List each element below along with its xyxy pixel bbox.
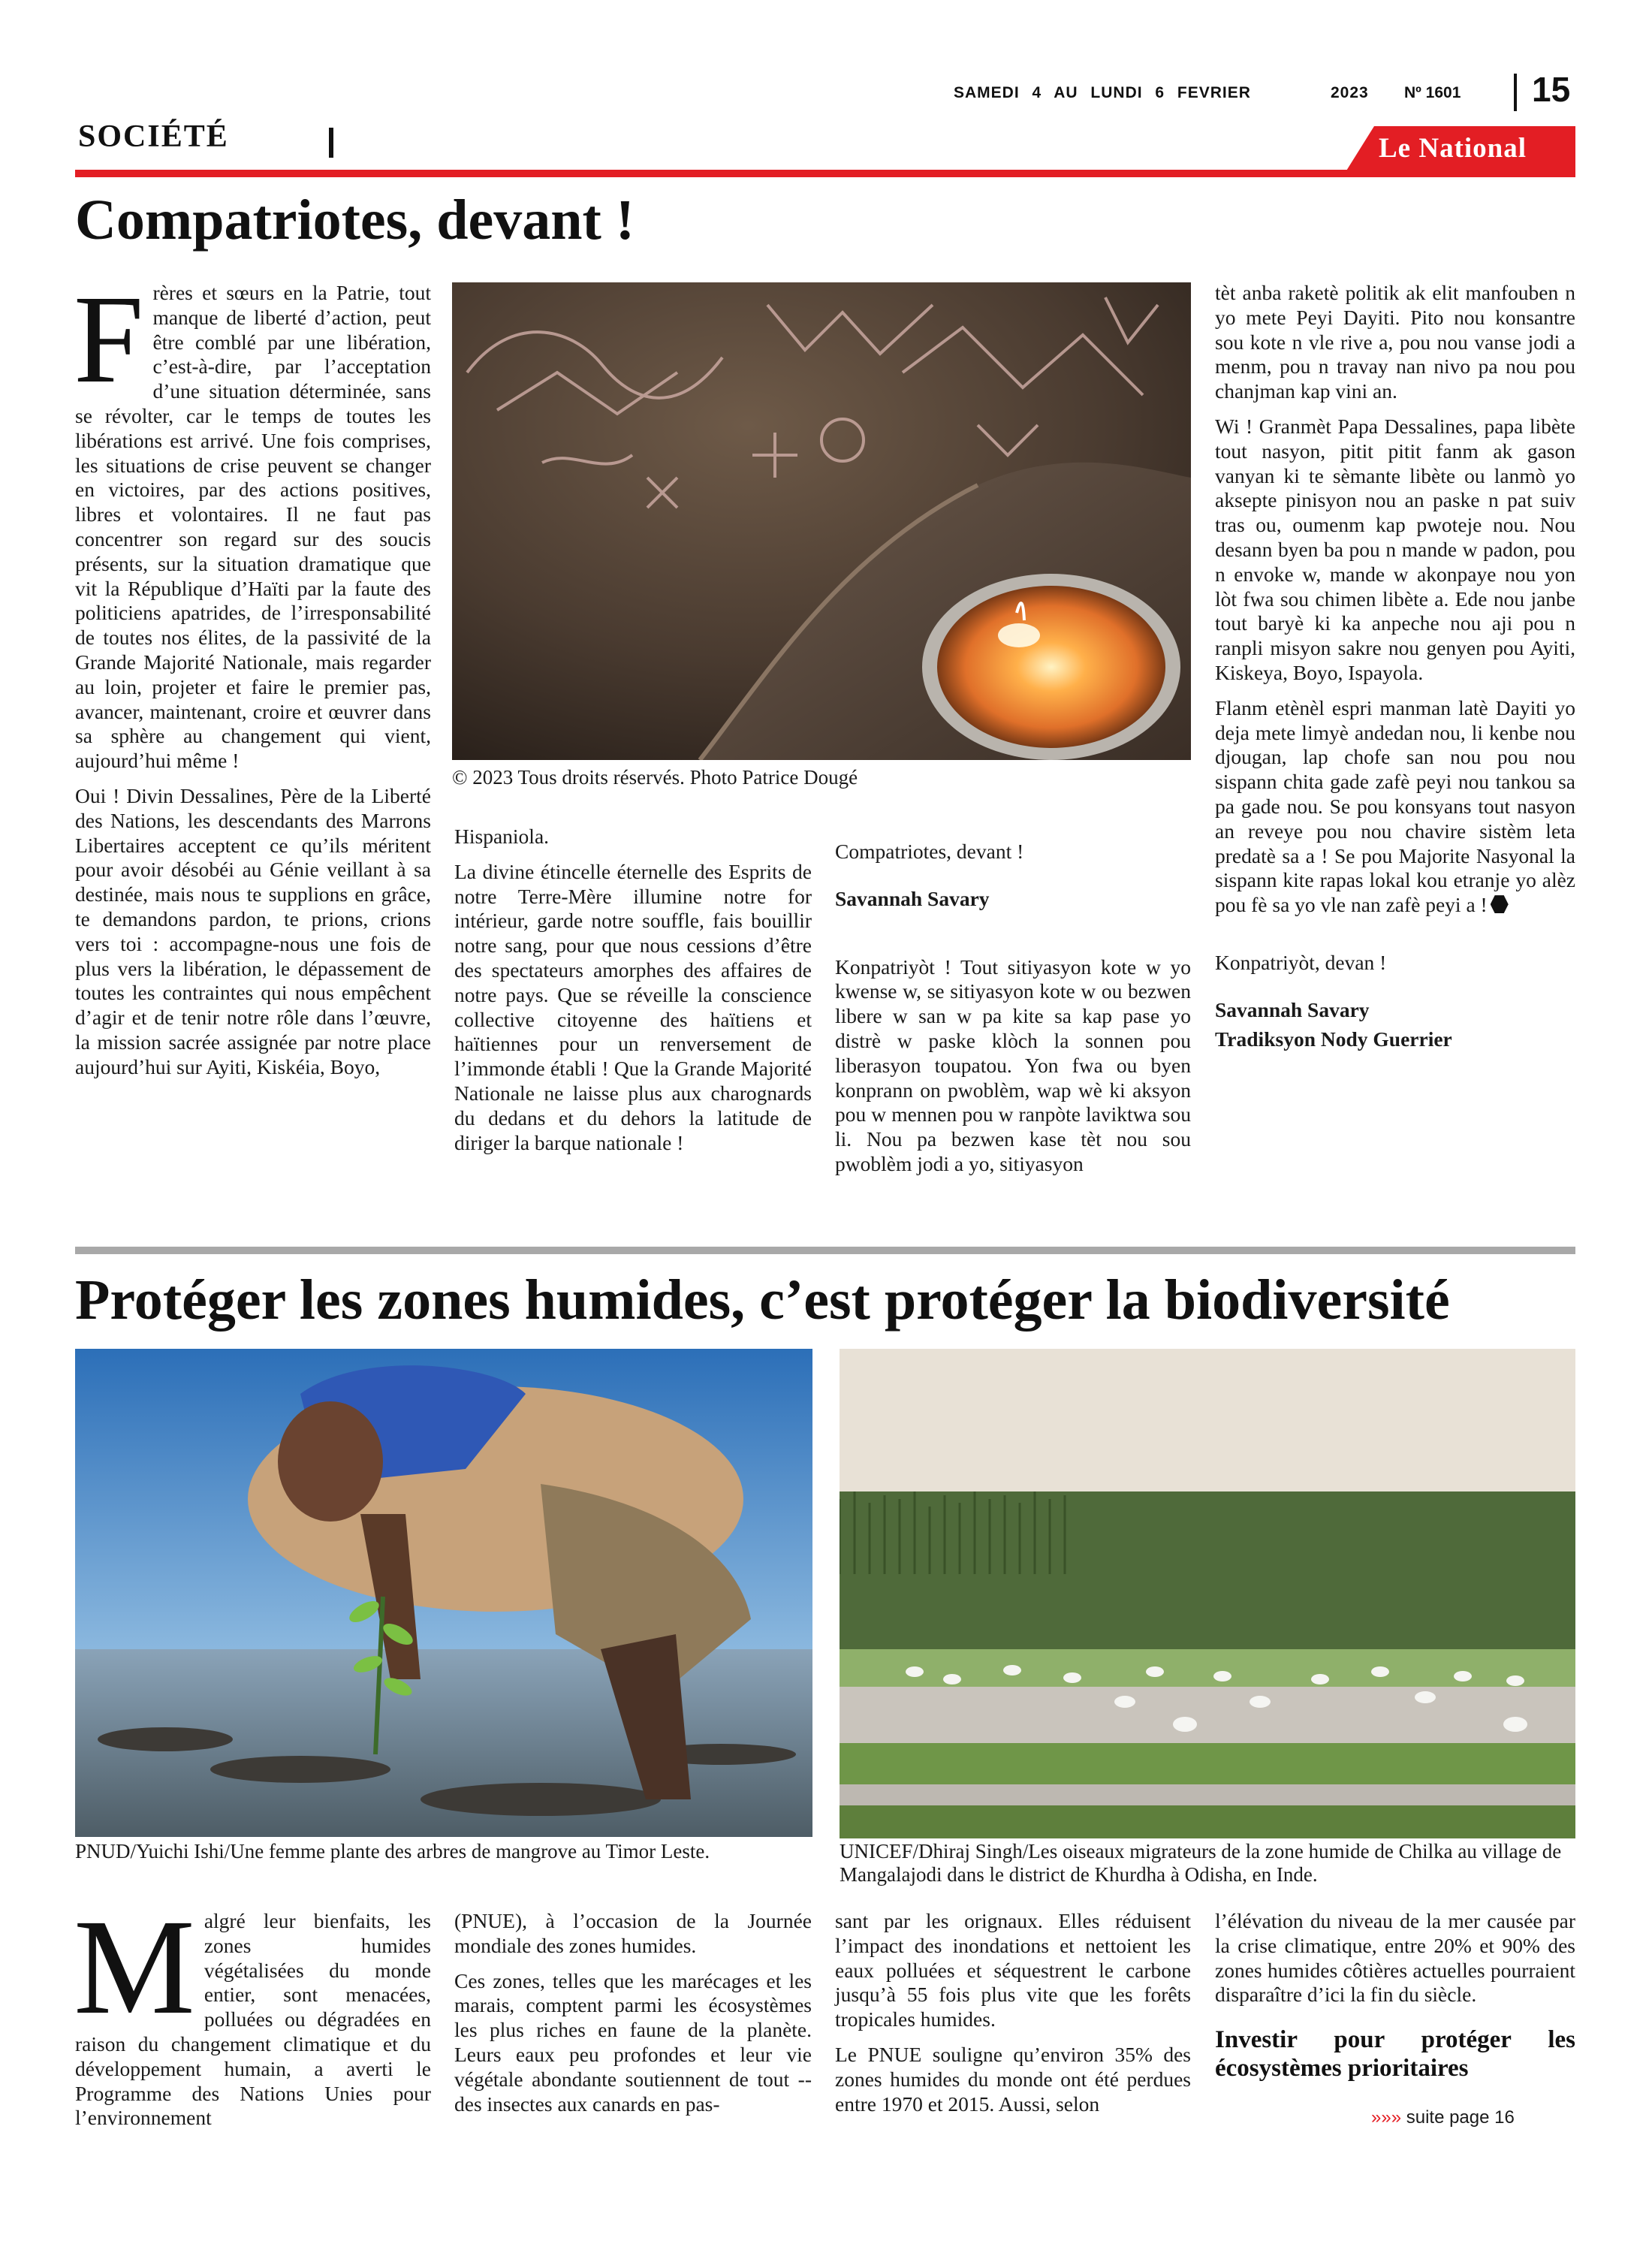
article1-column-1 bbox=[74, 270, 431, 1080]
article2-column-1 bbox=[74, 1892, 431, 2131]
article1-column-2 bbox=[454, 825, 812, 1155]
paragraph: Wi ! Granmèt Papa Dessalines, papa libète tout nasyon, pitit pitit fanm ak gason vanyan ki te sèmante libète ou lanmò yo aksepte pinisyon nou an paske n pat suiv tras ou, oumenm kap pwoteje nou. Nou desann byen ba pou n mande w padon, pou n envoke w, mande w akonpaye nou yon lòt fwa sou chimen libète a. Ede nou janbe tout baryè ki ka anpeche nou aji pou n ranpli misyon sakre nou genyen pou Ayiti, Kiskeya, Boyo, Ispayola. bbox=[1215, 414, 1575, 684]
photo-caption: UNICEF/Dhiraj Singh/Les oiseaux migrateurs de la zone humide de Chilka au village de Mangalajodi dans le district de Khurdha à Odisha, en Inde. bbox=[840, 1840, 1562, 1886]
author-name: Savannah Savary bbox=[835, 886, 990, 910]
continued-label: suite page bbox=[1406, 2107, 1490, 2128]
author-name: Savannah Savary bbox=[1215, 997, 1370, 1021]
paragraph: tèt anba raketè politik ak elit manfouben n yo mete Peyi Dayiti. Pito nou konsantre sou kote n vle rive a, pou nou vanse jodi a menm, pou n travay nan nivo pa nou pou chanjman kap vini an. bbox=[1215, 281, 1575, 403]
candle-photo bbox=[452, 282, 1191, 760]
paragraph: La divine étincelle éternelle des Esprits de notre Terre-Mère illumine notre for intérieur, garde notre souffle, fais bouillir notre sang, pour que nous cessions d’être des spectateurs amorphes des affaires de notre pays. Que se réveille la conscience collective citoyenne des haïtiens et haïtiennes pour un renversement de l’immonde établi ! Que la Grande Majorité Nationale ne laisse plus aux charognards du dedans et du dehors la latitude de diriger la barque nationale ! bbox=[454, 859, 812, 1154]
paragraph: Hispaniola. bbox=[454, 825, 550, 848]
paragraph: Konpatriyòt, devan ! bbox=[1215, 950, 1387, 974]
mangrove-planting-photo-icon bbox=[75, 1349, 812, 1837]
wetland-birds-photo-icon bbox=[840, 1349, 1575, 1838]
article1-title: Compatriotes, devant ! bbox=[75, 189, 635, 252]
article2-title: Protéger les zones humides, c’est protéger la biodiversité bbox=[75, 1268, 1450, 1332]
dropcap: F bbox=[74, 270, 144, 409]
paragraph: Ces zones, telles que les marécages et les marais, comptent parmi les écosystèmes les plus riches en faune de la planète. Leurs eaux peu profondes et leur vie végétale abondante soutiennent de tout -- des insectes aux canards en pas- bbox=[454, 1968, 812, 2116]
subheading: Investir pour protéger les écosystèmes prioritaires bbox=[1215, 2026, 1575, 2083]
translator-name: Tradiksyon Nody Guerrier bbox=[1215, 1027, 1452, 1051]
paragraph: rères et sœurs en la Patrie, tout manque de liberté d’action, peut être comblé par une libération, c’est-à-dire, par l’acceptation d’une situation déterminée, sans se révolter, car le temps de toutes les libérations est arrivé. Une fois comprises, les situations de crise peuvent se changer en victoires, par des actions positives, libres et volontaires. Il ne faut pas concentrer son regard sur des soucis présents, sur la situation dramatique que vit la République d’Haïti par la faute des politiciens apatrides, de l’irresponsabilité de toutes nos élites, de la passivité de la Grande Majorité Nationale, mais regarder au loin, projeter et faire le premier pas, avancer, maintenant, croire et œuvrer dans sa sphère au changement qui vient, aujourd’hui même ! bbox=[75, 281, 431, 773]
paragraph: l’élévation du niveau de la mer causée par la crise climatique, entre 20% et 90% des zones humides côtières actuelles pourraient disparaître d’ici la fin du siècle. bbox=[1215, 1909, 1575, 2007]
section-divider bbox=[329, 128, 333, 158]
article-separator bbox=[75, 1247, 1575, 1254]
paragraph: Flanm etènèl espri manman latè Dayiti yo deja mete limyè andedan nou, li kenbe nou djougan, lap chofe san nou pou nou sispann chita gade zafè peyi nou tankou sa pa gade nou. Se pou konsyans tout nasyon an reveye pou nou chavire sistèm leta predatè sa a ! Se pou Majorite Nasyonal la sispann kite rapas lokal kou etranje yo alèz pou fè sa yo vle nan zafè peyi a ! bbox=[1215, 695, 1575, 917]
continue-arrows-icon: »»» bbox=[1371, 2107, 1402, 2128]
continued-page: 16 bbox=[1494, 2107, 1515, 2128]
end-mark-icon bbox=[1491, 895, 1509, 913]
mangrove-planting-photo bbox=[75, 1349, 812, 1837]
wetland-birds-photo bbox=[840, 1349, 1575, 1838]
paragraph: Le PNUE souligne qu’environ 35% des zones humides du monde ont été perdues entre 1970 et 2015. Aussi, selon bbox=[835, 2042, 1191, 2116]
article2-column-2 bbox=[454, 1909, 812, 2116]
issue-date: SAMEDI 4 AU LUNDI 6 FEVRIER bbox=[954, 84, 1251, 101]
paragraph: Konpatriyòt ! Tout sitiyasyon kote w yo kwense w, se sitiyasyon kote w ou bezwen libere w san w pa kite sa kap pase yo distrè w paske klòch la sonnen pou liberasyon toupatou. Yon fwa ou byen konprann on pwoblèm, wap wè ki aksyon pou w mennen pou w ranpòte laviktwa sou li. Nou pa bezwen kase tèt nou sou pwoblèm jodi a yo, sitiyasyon bbox=[835, 955, 1191, 1175]
page-number: 15 bbox=[1532, 70, 1571, 109]
photo-caption: PNUD/Yuichi Ishi/Une femme plante des arbres de mangrove au Timor Leste. bbox=[75, 1840, 710, 1862]
header-rule bbox=[75, 170, 1575, 177]
article1-column-4 bbox=[1215, 281, 1575, 1051]
issue-number: Nº 1601 bbox=[1404, 84, 1461, 101]
paragraph: Compatriotes, devant ! bbox=[835, 840, 1024, 863]
article2-column-4 bbox=[1215, 1909, 1575, 2083]
photo-caption: © 2023 Tous droits réservés. Photo Patrice Dougé bbox=[452, 766, 858, 789]
dropcap: M bbox=[74, 1892, 195, 2043]
header-divider bbox=[1514, 74, 1517, 111]
article2-column-3 bbox=[835, 1909, 1191, 2116]
paragraph: Oui ! Divin Dessalines, Père de la Liberté des Nations, les descendants des Marrons Libertaires acceptent ce qu’ils méritent pour avoir désobéi au Génie veillant à sa destinée, mais nous te supplions en grâce, te demandons pardon, te prions, crions vers toi : accompagne-nous une fois de plus vers la libération, le dépassement de toutes les contraintes qui nous empêchent d’agir et de tenir notre rôle dans l’œuvre, la mission sacrée assignée par notre place aujourd’hui sur Ayiti, Kiskéia, Boyo, bbox=[75, 783, 431, 1078]
brand-name: Le National bbox=[1379, 133, 1527, 164]
continued-link[interactable] bbox=[1371, 2107, 1515, 2128]
article1-column-3 bbox=[835, 840, 1191, 1177]
paragraph: (PNUE), à l’occasion de la Journée mondiale des zones humides. bbox=[454, 1909, 812, 1957]
section-label: SOCIÉTÉ bbox=[78, 119, 229, 154]
paragraph: sant par les orignaux. Elles réduisent l’impact des inondations et nettoient les eaux polluées et séquestrent le carbone jusqu’à 55 fois plus vite que les forêts tropicales humides. bbox=[835, 1909, 1191, 2031]
issue-year: 2023 bbox=[1331, 84, 1369, 101]
candle-photo-icon bbox=[452, 282, 1191, 760]
paragraph: algré leur bienfaits, les zones humides végétalisées du monde entier, sont menacées, polluées ou dégradées en raison du changement climatique et du développement humain, a averti le Programme des Nations Unies pour l’environnement bbox=[75, 1909, 431, 2130]
